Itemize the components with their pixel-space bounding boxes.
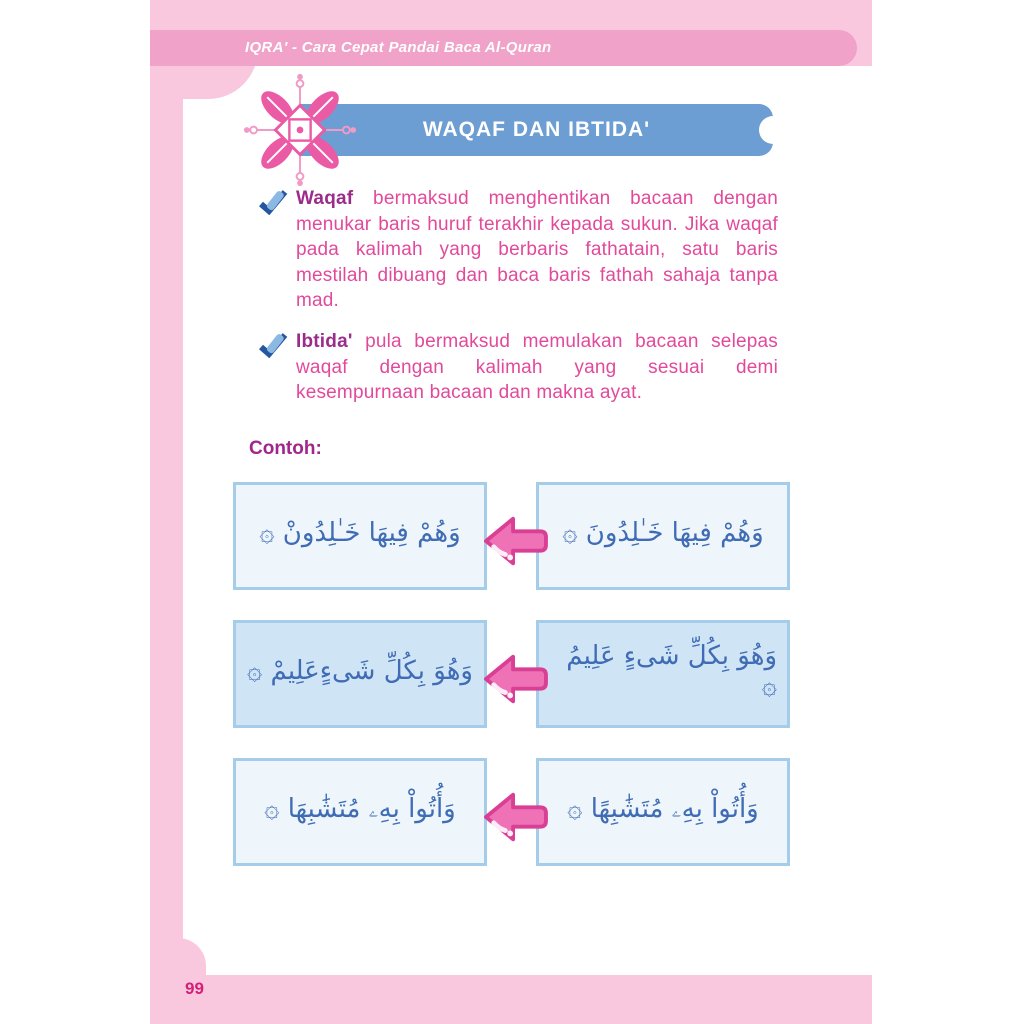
example-box-original-2: وَهُوَ بِكُلِّ شَىءٍ عَلِيمُ ۞: [536, 620, 790, 728]
example-box-original-1: وَهُمْ فِيهَا خَـٰلِدُونَ ۞: [536, 482, 790, 590]
check-icon: [258, 189, 288, 215]
arrow-left-icon: [478, 787, 552, 847]
chapter-title: WAQAF DAN IBTIDA': [422, 118, 651, 141]
paragraph-waqaf: [296, 186, 778, 314]
book-title: IQRA' - Cara Cepat Pandai Baca Al-Quran: [245, 39, 552, 56]
paragraph-ibtida-body: pula bermaksud memulakan bacaan selepas waqaf dengan kalimah yang sesuai demi kesempurnaan bacaan dan makna ayat.: [296, 331, 778, 403]
paragraph-ibtida-lead: Ibtida': [296, 331, 353, 352]
flower-ornament-icon: [242, 72, 358, 188]
paragraph-waqaf-lead: Waqaf: [296, 188, 354, 209]
page-number: 99: [185, 979, 204, 998]
arrow-left-icon: [478, 511, 552, 571]
check-icon: [258, 332, 288, 358]
example-box-waqaf-3: وَأُتُواْ بِهِۦ مُتَشَٰبِهَا ۞: [233, 758, 487, 866]
example-box-waqaf-2: وَهُوَ بِكُلِّ شَىءٍعَلِيمْ ۞: [233, 620, 487, 728]
frame-left-column: [150, 0, 183, 1024]
example-box-waqaf-1: وَهُمْ فِيهَا خَـٰلِدُونْ ۞: [233, 482, 487, 590]
example-box-original-3: وَأُتُواْ بِهِۦ مُتَشَٰبِهًا ۞: [536, 758, 790, 866]
paragraph-ibtida: [296, 329, 778, 406]
arrow-left-icon: [478, 649, 552, 709]
frame-footer-band: [150, 975, 872, 1024]
paragraph-waqaf-body: bermaksud menghentikan bacaan dengan menukar baris huruf terakhir kepada sukun. Jika waqaf pada kalimah yang berbaris fathatain, satu baris mestilah dibuang dan baca baris fathah sahaja tanpa mad.: [296, 188, 778, 311]
contoh-label: Contoh:: [249, 438, 322, 459]
